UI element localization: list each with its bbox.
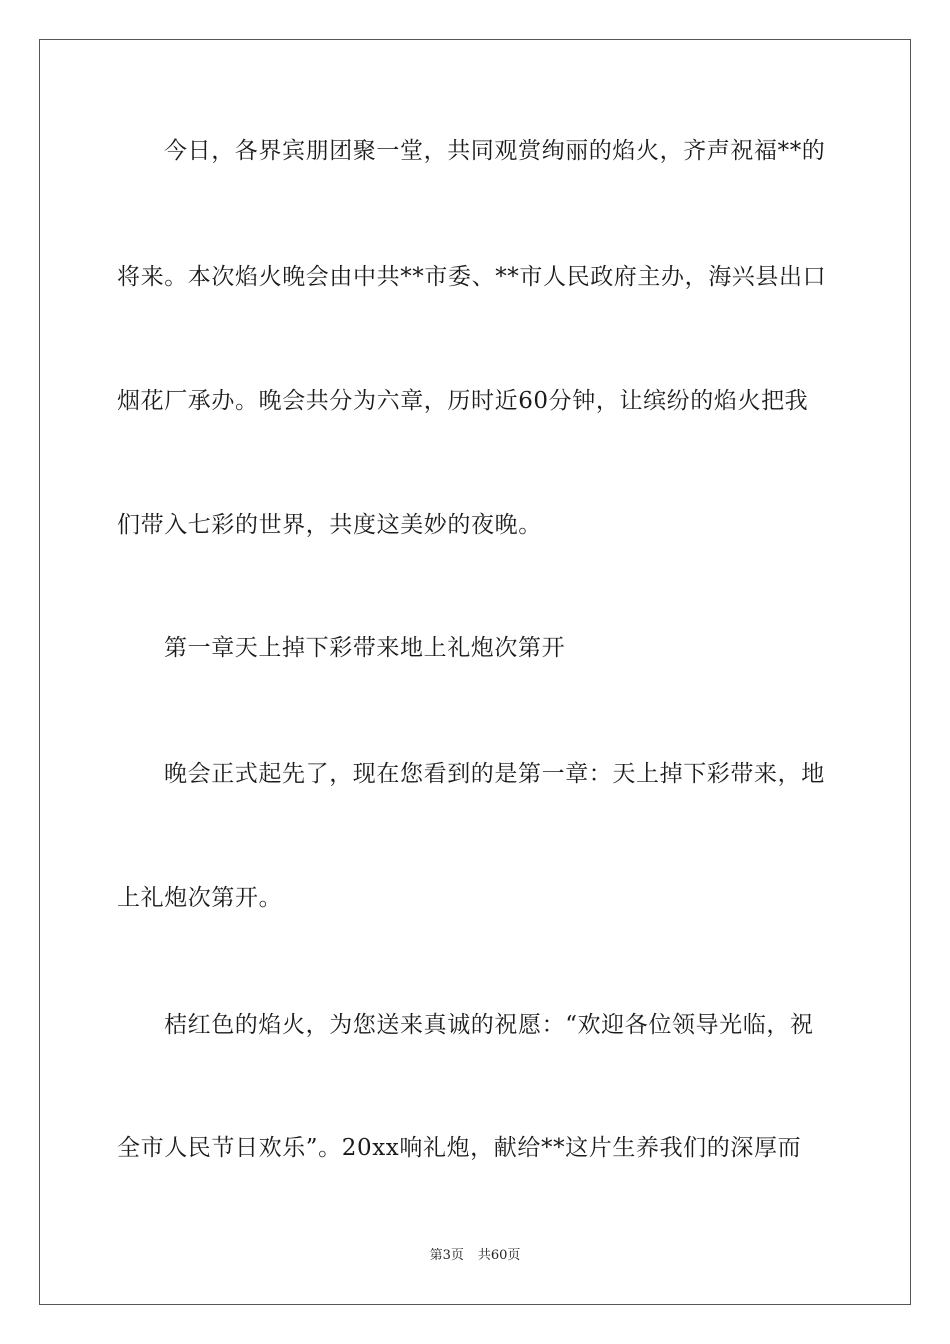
paragraph-line: 桔红色的焰火，为您送来真诚的祝愿：“欢迎各位领导光临，祝 xyxy=(164,1012,814,1038)
page-border xyxy=(39,39,911,1305)
page-number: 第3页 xyxy=(429,1248,464,1263)
paragraph-line: 们带入七彩的世界，共度这美妙的夜晚。 xyxy=(117,512,542,538)
paragraph-line: 上礼炮次第开。 xyxy=(117,885,283,911)
paragraph-line: 烟花厂承办。晚会共分为六章，历时近60分钟，让缤纷的焰火把我 xyxy=(117,388,809,414)
page-total: 共60页 xyxy=(477,1248,521,1263)
page-footer xyxy=(0,1248,950,1264)
section-heading: 第一章天上掉下彩带来地上礼炮次第开 xyxy=(164,635,566,661)
paragraph-line: 将来。本次焰火晚会由中共**市委、**市人民政府主办，海兴县出口 xyxy=(117,264,827,290)
paragraph-line: 今日，各界宾朋团聚一堂，共同观赏绚丽的焰火，齐声祝福**的 xyxy=(164,138,826,164)
paragraph-line: 晚会正式起先了，现在您看到的是第一章：天上掉下彩带来，地 xyxy=(164,761,825,787)
paragraph-line: 全市人民节日欢乐”。20xx响礼炮，献给**这片生养我们的深厚而 xyxy=(117,1135,802,1161)
